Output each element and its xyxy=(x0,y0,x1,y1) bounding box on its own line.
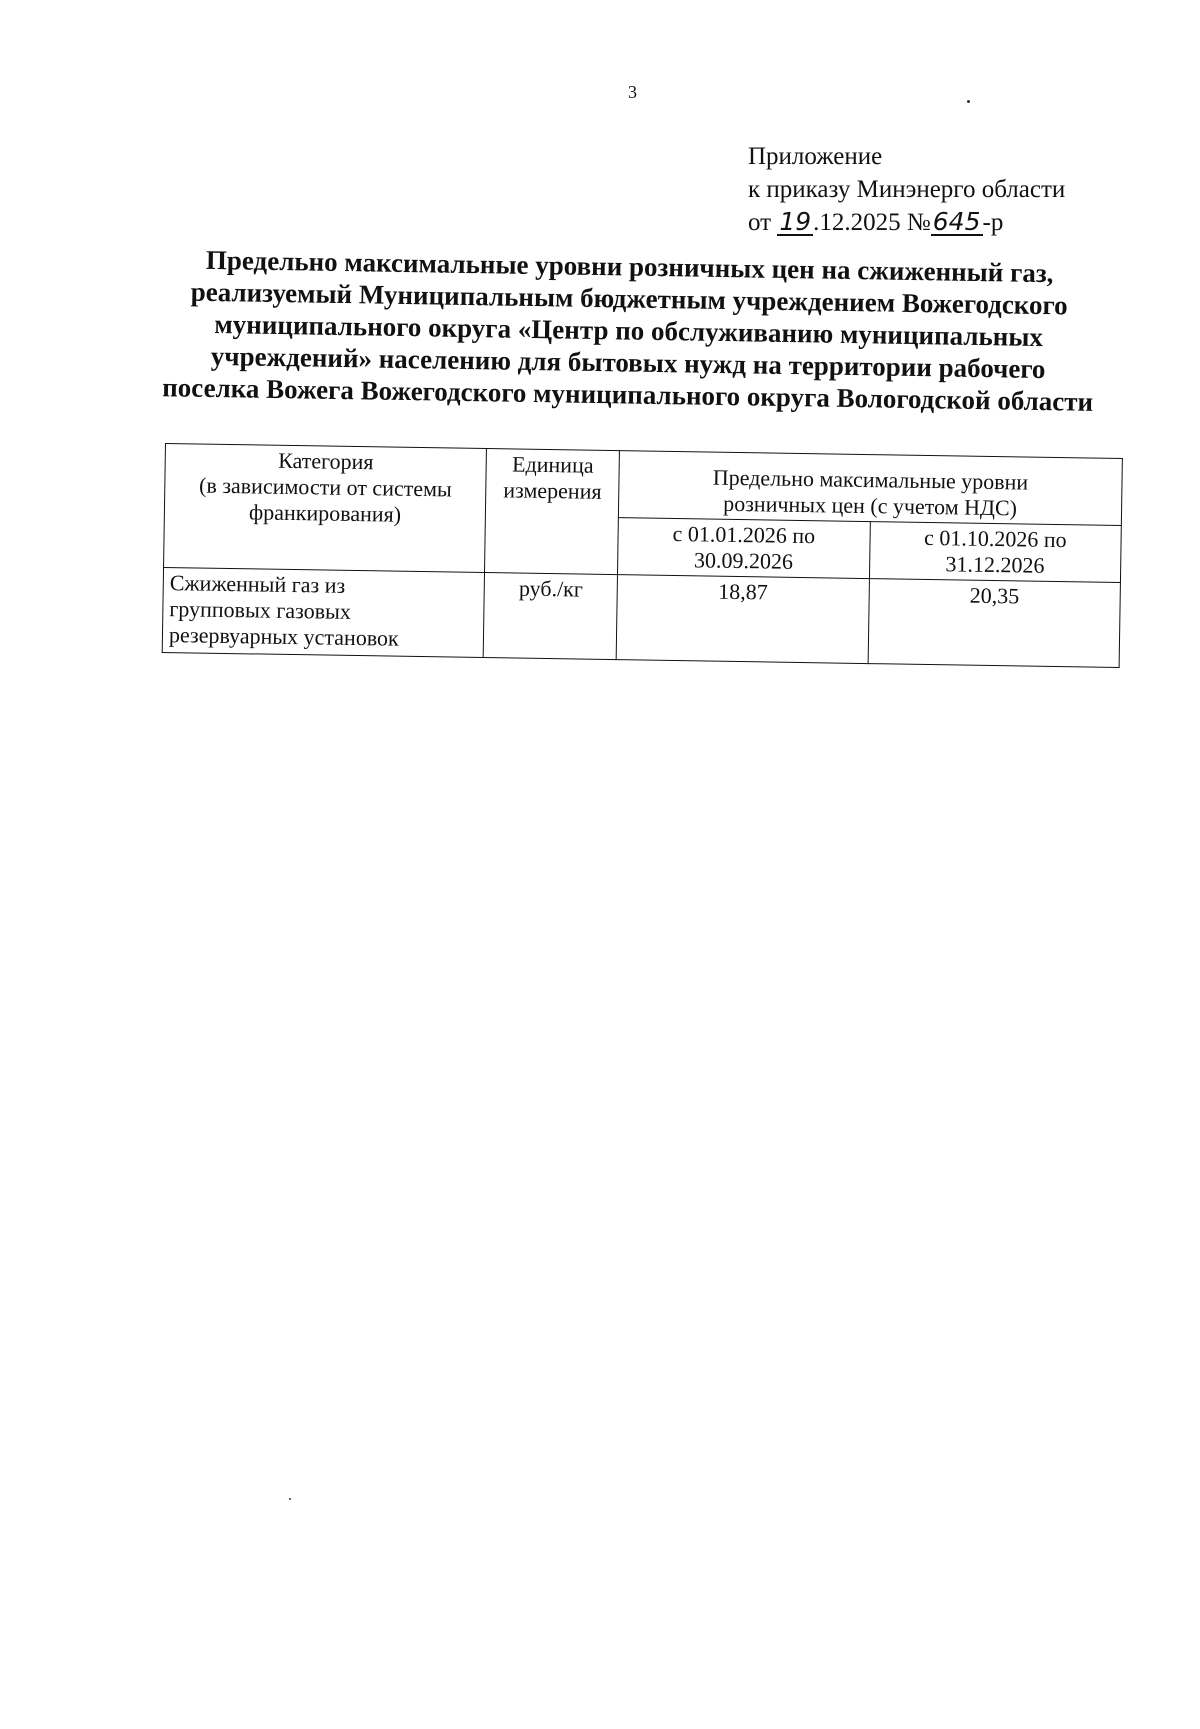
header-period-2: с 01.10.2026 по 31.12.2026 xyxy=(869,522,1121,583)
handwritten-order-number: 645 xyxy=(932,207,981,236)
appendix-order-ref: к приказу Минэнерго области xyxy=(748,176,1066,203)
cell-unit: руб./кг xyxy=(483,573,617,660)
cell-price-period-1: 18,87 xyxy=(616,575,869,664)
title-line: Предельно максимальные уровни розничных цен на сжиженный газ, xyxy=(205,244,1054,289)
title-line: реализуемый Муниципальным бюджетным учреждением Вожегодского xyxy=(190,276,1068,321)
title-line: учреждений» населению для бытовых нужд на территории рабочего xyxy=(210,340,1046,385)
title-line: муниципального округа «Центр по обслуживанию муниципальных xyxy=(214,309,1044,353)
handwritten-day: 19 xyxy=(779,207,812,236)
table-row xyxy=(162,567,1120,667)
scan-speck xyxy=(967,100,970,103)
header-category: Категория (в зависимости от системы франкирования) xyxy=(164,444,487,573)
appendix-date-number: от 19.12.2025 №645-р xyxy=(748,207,1004,236)
appendix-block xyxy=(748,140,1065,239)
appendix-label: Приложение xyxy=(748,143,883,170)
cell-category: Сжиженный газ из групповых газовых резервуарных установок xyxy=(162,567,485,657)
cell-price-period-2: 20,35 xyxy=(868,579,1121,668)
document-title xyxy=(147,243,1109,418)
title-line: поселка Вожега Вожегодского муниципального округа Вологодской области xyxy=(162,372,1094,417)
table-header-row xyxy=(164,444,1122,526)
header-period-1: с 01.01.2026 по 30.09.2026 xyxy=(618,518,870,579)
header-prices: Предельно максимальные уровни розничных цен (с учетом НДС) xyxy=(618,451,1122,526)
price-table xyxy=(162,443,1123,668)
header-unit: Единица измерения xyxy=(485,449,620,575)
scan-speck xyxy=(289,1498,291,1500)
page-number: 3 xyxy=(628,82,637,102)
